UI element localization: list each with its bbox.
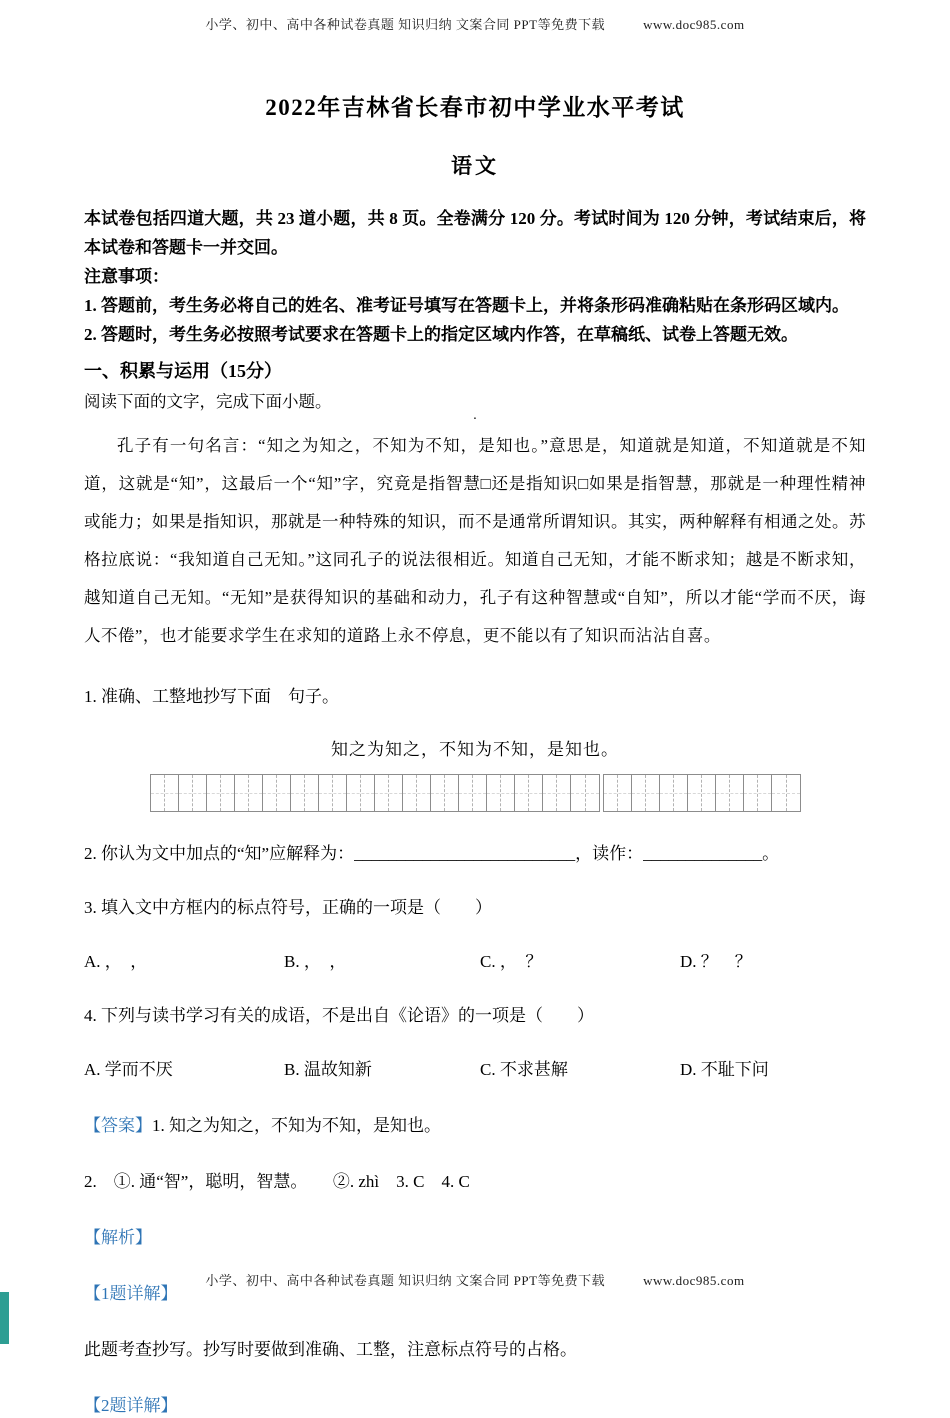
header-site-link[interactable]: www.doc985.com: [643, 17, 745, 32]
q4-option-d: D. 不耻下问: [680, 1060, 769, 1079]
grid-cell: [179, 775, 207, 811]
notice-title: 注意事项：: [84, 267, 169, 286]
q4-option-c: C. 不求甚解: [480, 1060, 568, 1079]
reading-passage: 孔子有一句名言：“知之为知之，不知为不知，是知也。”意思是，知道就是知道，不知道就是不知道，这就是“知”，这最后一个“知”字，究竟是指智慧□还是指知识□如果是指智慧，那就是一种理性精神或能力；如果是指知识，那就是一种特殊的知识，而不是通常所谓知识。其实，两种解释有相通之处。苏格拉底说：“我知道自己无知。”这同孔子的说法很相近。知道自己无知，才能不断求知；越是不断求知，越知道自己无知。“无知”是获得知识的基础和动力，孔子有这种智慧或“自知”，所以才能“学而不厌，诲人不倦”，也才能要求学生在求知的道路上永不停息，更不能以有了知识而沾沾自喜。: [84, 436, 866, 645]
footer-promo-text: 小学、初中、高中各种试卷真题 知识归纳 文案合同 PPT等免费下载: [205, 1273, 606, 1288]
grid-cell: [459, 775, 487, 811]
detail-1-label: 【1题详解】: [84, 1284, 178, 1303]
grid-cell: [688, 775, 716, 811]
grid-cell: [403, 775, 431, 811]
grid-cell: [632, 775, 660, 811]
grid-cell: [744, 775, 772, 811]
question-1: 1. 准确、工整地抄写下面 句子。: [84, 687, 339, 706]
q3-option-a: A. ， ，: [84, 952, 148, 971]
analysis-label-line: [84, 1226, 866, 1250]
grid-cell: [263, 775, 291, 811]
detail-2-label-line: [84, 1394, 866, 1418]
question-2: 2. 你认为文中加点的“知”应解释为：__________________________，读作：______________。: [84, 844, 780, 863]
grid-cell: [571, 775, 599, 811]
grid-cell: [347, 775, 375, 811]
answer-label: 【答案】: [84, 1116, 152, 1135]
question-3: 3. 填入文中方框内的标点符号，正确的一项是（ ）: [84, 898, 492, 917]
grid-cell: [660, 775, 688, 811]
detail-2-label: 【2题详解】: [84, 1396, 178, 1415]
grid-cell: [319, 775, 347, 811]
analysis-label: 【解析】: [84, 1228, 152, 1247]
anchor-dot: ·: [472, 412, 478, 427]
grid-cell: [375, 775, 403, 811]
grid-cell: [515, 775, 543, 811]
grid-cell: [772, 775, 800, 811]
question-4: 4. 下列与读书学习有关的成语，不是出自《论语》的一项是（ ）: [84, 1006, 594, 1025]
exam-intro-paragraph: 本试卷包括四道大题，共 23 道小题，共 8 页。全卷满分 120 分。考试时间为 120 分钟，考试结束后，将本试卷和答题卡一并交回。: [84, 209, 866, 257]
q3-option-d: D. ？ ？: [680, 952, 752, 971]
writing-grid-right: [603, 774, 801, 812]
question-1-sentence: 知之为知之，不知为不知，是知也。: [331, 740, 619, 759]
footer-site-link[interactable]: www.doc985.com: [643, 1273, 745, 1288]
grid-cell: [543, 775, 571, 811]
question-4-options: [84, 1058, 866, 1082]
grid-cell: [291, 775, 319, 811]
exam-title: 2022年吉林省长春市初中学业水平考试: [265, 95, 685, 120]
grid-cell: [235, 775, 263, 811]
grid-cell: [604, 775, 632, 811]
q4-option-b: B. 温故知新: [284, 1060, 372, 1079]
page-footer: [0, 1270, 950, 1289]
notice-item-1: 1. 答题前，考生务必将自己的姓名、准考证号填写在答题卡上，并将条形码准确粘贴在条形码区域内。: [84, 296, 849, 315]
grid-cell: [431, 775, 459, 811]
grid-cell: [151, 775, 179, 811]
grid-cell: [487, 775, 515, 811]
exam-subject: 语文: [451, 154, 499, 178]
header-promo-text: 小学、初中、高中各种试卷真题 知识归纳 文案合同 PPT等免费下载: [205, 17, 606, 32]
answer-line-2: 2. ①. 通“智”，聪明，智慧。 ②. zhì 3. C 4. C: [84, 1172, 470, 1191]
q3-option-b: B. ， ，: [284, 952, 347, 971]
answer-1-text: 1. 知之为知之，不知为不知，是知也。: [152, 1116, 441, 1135]
grid-cell: [716, 775, 744, 811]
question-3-options: [84, 950, 866, 974]
q4-option-a: A. 学而不厌: [84, 1060, 173, 1079]
section-intro: 阅读下面的文字，完成下面小题。: [84, 392, 332, 411]
detail-1-text: 此题考查抄写。抄写时要做到准确、工整，注意标点符号的占格。: [84, 1340, 577, 1359]
answer-line-1: [84, 1114, 866, 1138]
q3-option-c: C. ， ？: [480, 952, 543, 971]
writing-grid-left: [150, 774, 600, 812]
page-header: [84, 14, 866, 33]
notice-item-2: 2. 答题时，考生务必按照考试要求在答题卡上的指定区域内作答，在草稿纸、试卷上答题无效。: [84, 325, 798, 344]
grid-cell: [207, 775, 235, 811]
edge-accent-bar: [0, 1292, 9, 1344]
writing-grid: [84, 774, 866, 812]
section-title: 一、积累与运用（15分）: [84, 361, 282, 381]
